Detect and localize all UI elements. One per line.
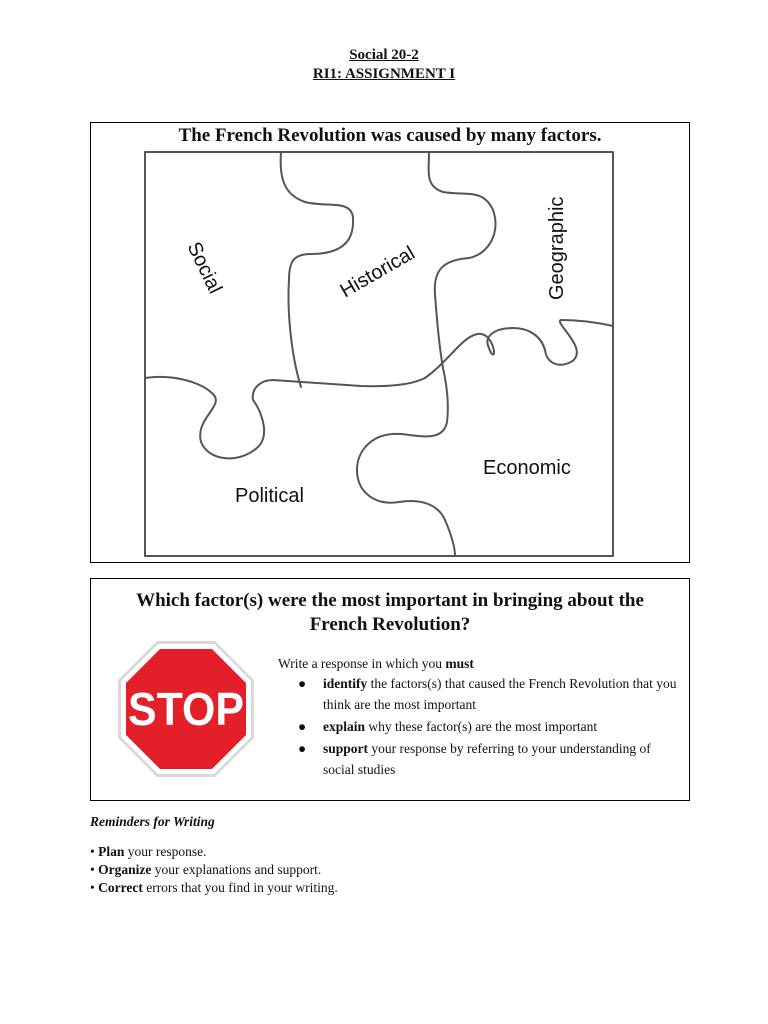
instruction-item: ● identify the factors(s) that caused the French Revolution that you think are the most important [298,676,677,712]
reminders-title: Reminders for Writing [90,814,215,829]
puzzle-edge [145,377,425,458]
puzzle-label-geographic: Geographic [546,196,568,300]
puzzle-label-historical: Historical [336,242,419,303]
instruction-item: ● support your response by referring to your understanding of social studies [298,741,651,777]
reminders-section [90,814,690,897]
puzzle-box [90,122,690,563]
puzzle-edge [357,368,455,556]
document-header [0,46,768,84]
puzzle-box-title: The French Revolution was caused by many factors. [178,125,602,146]
instructions [278,655,683,781]
puzzle-edge [425,320,613,378]
puzzle-border [145,152,613,556]
question-heading [91,589,689,637]
puzzle-label-political: Political [235,485,304,507]
puzzle-label-social: Social [182,238,227,298]
puzzle-diagram [143,150,615,558]
puzzle-label-economic: Economic [483,457,571,479]
instructions-intro: Write a response in which you must [278,656,474,671]
question-line-1: Which factor(s) were the most important in bringing about the [136,590,644,611]
reminder-item: • Correct errors that you find in your writing. [90,880,338,895]
reminder-item: • Organize your explanations and support. [90,862,322,877]
question-box [90,578,690,801]
puzzle-edge [281,152,353,387]
reminder-item: • Plan your response. [90,844,207,859]
assignment-title: RI1: ASSIGNMENT I [312,66,456,82]
instruction-list [278,673,683,780]
stop-sign-icon [116,639,256,779]
course-title: Social 20-2 [349,47,419,63]
question-line-2: French Revolution? [309,614,471,635]
instruction-item: ● explain why these factor(s) are the most important [298,719,598,734]
stop-sign-text: STOP [128,683,244,735]
